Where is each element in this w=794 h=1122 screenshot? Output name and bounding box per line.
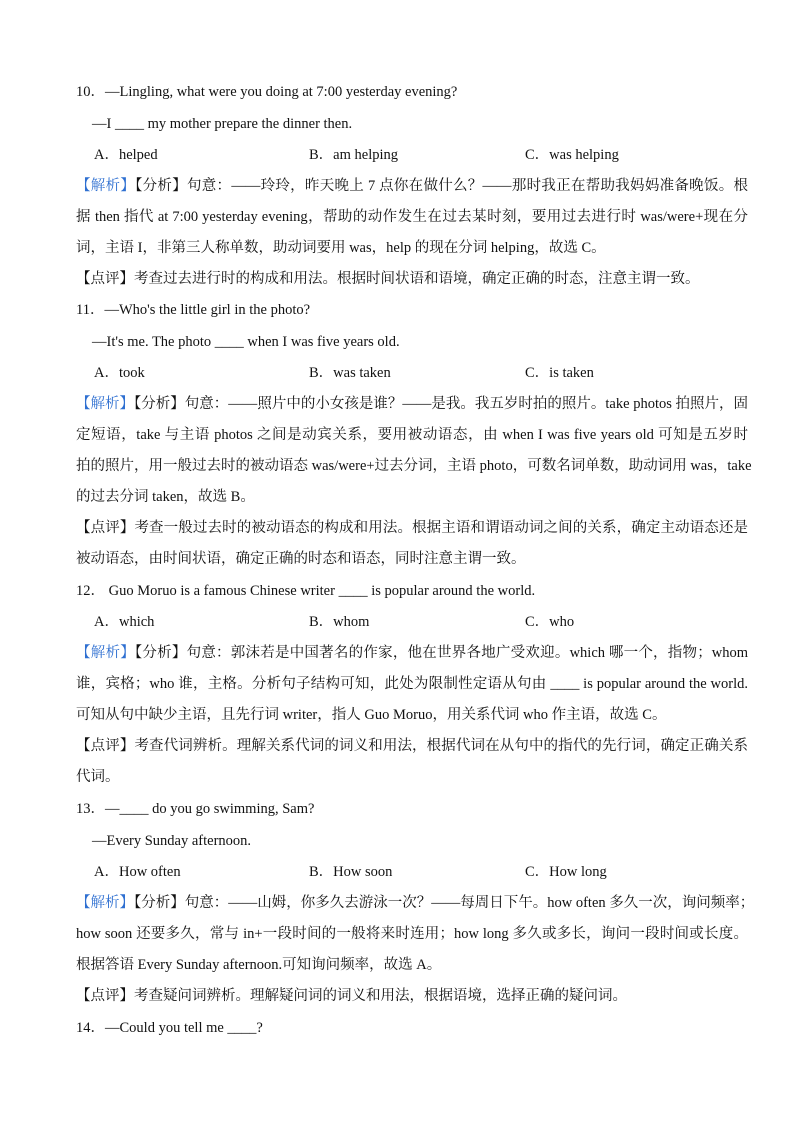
analysis-tag: 【解析】 bbox=[76, 178, 136, 194]
question-12-analysis-line-1: 【解析】【分析】句意：郭沫若是中国著名的作家，他在世界各地广受欢迎。which 哪一个，指物；whom bbox=[76, 645, 748, 661]
question-11-analysis-line-1: 【解析】【分析】句意：——照片中的小女孩是谁？——是我。我五岁时拍的照片。take photos 拍照片，固 bbox=[76, 396, 749, 412]
question-12-analysis-line-3: 可知从句中缺少主语，且先行词 writer，指人 Guo Moruo，用关系代词 who 作主语，故选 C。 bbox=[76, 707, 667, 723]
question-11-analysis-line-4: 的过去分词 taken，故选 B。 bbox=[76, 489, 255, 505]
question-11-analysis-line-3: 拍的照片，用一般过去时的被动语态 was/were+过去分词，主语 photo，可数名词单数，助动词用 was，take bbox=[76, 458, 752, 474]
question-11-analysis-line-2: 定短语，take 与主语 photos 之间是动宾关系，要用被动语态，由 when I was five years old 可知是五岁时 bbox=[76, 427, 748, 443]
question-11-comment-line-1: 【点评】考查一般过去时的被动语态的构成和用法。根据主语和谓语动词之间的关系，确定主动语态还是 bbox=[76, 520, 748, 536]
question-11-option-b: B．was taken bbox=[309, 365, 391, 381]
question-12-stem: 12． Guo Moruo is a famous Chinese writer ____ is popular around the world. bbox=[76, 583, 536, 599]
question-13-analysis-line-2: how soon 还要多久，常与 in+一段时间的一般将来时连用；how long 多久或多长，询问一段时间或长度。 bbox=[76, 926, 748, 942]
question-10-option-b: B．am helping bbox=[309, 147, 399, 163]
question-10-option-c: C．was helping bbox=[525, 147, 619, 163]
question-13-option-c: C．How long bbox=[525, 864, 607, 880]
question-12-comment-line-1: 【点评】考查代词辨析。理解关系代词的词义和用法，根据代词在从句中的指代的先行词，确定正确关系 bbox=[76, 738, 748, 754]
question-13-analysis-line-1: 【解析】【分析】句意：——山姆，你多久去游泳一次？——每周日下午。how often 多久一次，询问频率； bbox=[76, 895, 755, 911]
question-10-analysis-line-3: 词，主语 I，非第三人称单数，助动词要用 was，help 的现在分词 helping，故选 C。 bbox=[76, 240, 606, 256]
question-12-option-b: B．whom bbox=[309, 614, 370, 630]
question-13-stem: 13．—____ do you go swimming, Sam? bbox=[76, 801, 315, 817]
question-13-option-a: A．How often bbox=[94, 864, 181, 880]
question-10-reply: —I ____ my mother prepare the dinner then. bbox=[92, 116, 353, 132]
analysis-tag: 【解析】 bbox=[76, 895, 134, 911]
question-11-reply: —It's me. The photo ____ when I was five years old. bbox=[92, 334, 400, 350]
question-11-option-a: A．took bbox=[94, 365, 145, 381]
question-12-analysis-line-2: 谁，宾格；who 谁，主格。分析句子结构可知，此处为限制性定语从句由 ____ is popular around the world. bbox=[76, 676, 748, 692]
question-12-option-a: A．which bbox=[94, 614, 155, 630]
question-10-analysis-line-2: 据 then 指代 at 7:00 yesterday evening，帮助的动作发生在过去某时刻，要用过去进行时 was/were+现在分 bbox=[76, 209, 748, 225]
question-11-option-c: C．is taken bbox=[525, 365, 594, 381]
question-13-analysis-line-3: 根据答语 Every Sunday afternoon.可知询问频率，故选 A。 bbox=[76, 957, 442, 973]
question-10-analysis-line-1: 【解析】【分析】句意：——玲玲，昨天晚上 7 点你在做什么？——那时我正在帮助我妈妈准备晚饭。根 bbox=[76, 178, 749, 194]
question-11-stem: 11．—Who's the little girl in the photo? bbox=[76, 302, 311, 318]
question-10-option-a: A．helped bbox=[94, 147, 158, 163]
question-13-reply: —Every Sunday afternoon. bbox=[92, 833, 252, 849]
analysis-tag: 【解析】 bbox=[76, 396, 135, 412]
question-12-option-c: C．who bbox=[525, 614, 575, 630]
analysis-tag: 【解析】 bbox=[76, 645, 135, 661]
question-13-comment: 【点评】考查疑问词辨析。理解疑问词的词义和用法，根据语境，选择正确的疑问词。 bbox=[76, 988, 627, 1004]
question-10-comment: 【点评】考查过去进行时的构成和用法。根据时间状语和语境，确定正确的时态，注意主谓一致。 bbox=[76, 271, 700, 287]
question-11-comment-line-2: 被动语态，由时间状语，确定正确的时态和语态，同时注意主谓一致。 bbox=[76, 551, 526, 567]
question-10-stem: 10．—Lingling, what were you doing at 7:00 yesterday evening? bbox=[76, 84, 458, 100]
question-12-comment-line-2: 代词。 bbox=[76, 769, 120, 785]
question-14-stem: 14．—Could you tell me ____? bbox=[76, 1020, 263, 1036]
question-13-option-b: B．How soon bbox=[309, 864, 393, 880]
